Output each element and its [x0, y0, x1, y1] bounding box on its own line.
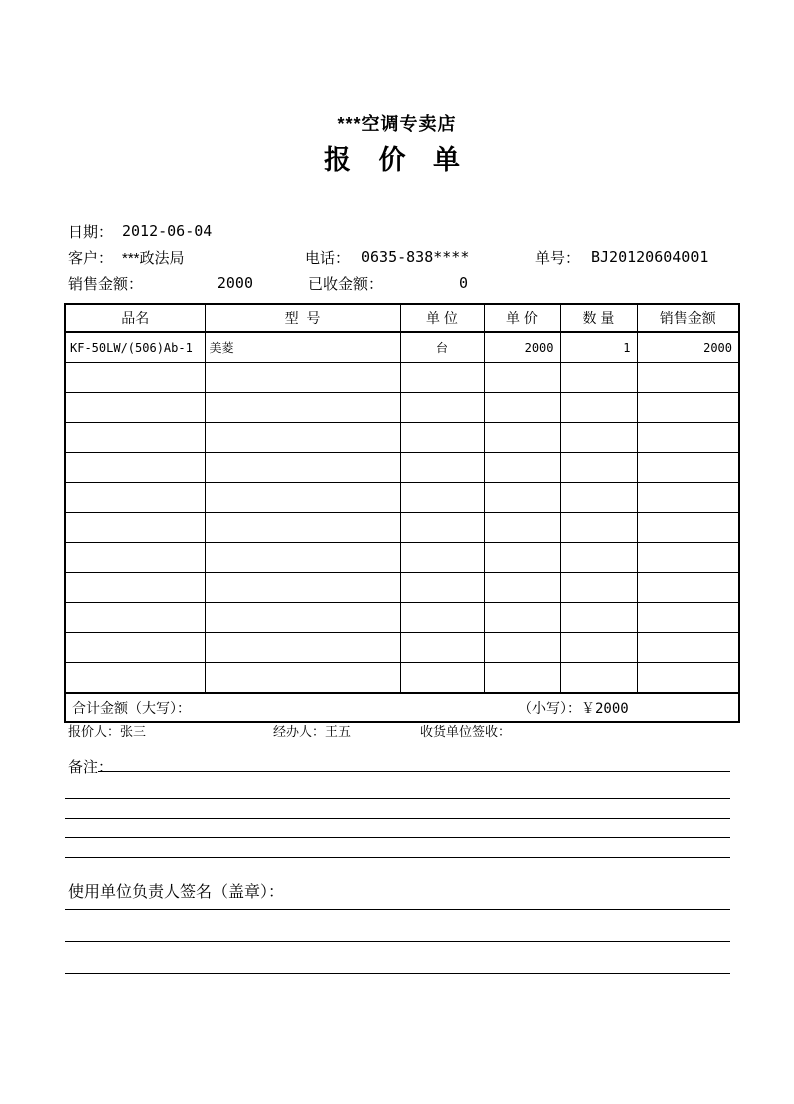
table-row-empty: [65, 663, 739, 694]
handler: [273, 721, 351, 740]
summary-row: [65, 693, 739, 722]
total-small-value: ￥2000: [581, 701, 629, 717]
receiver-label: 收货单位签收：: [420, 724, 512, 739]
quoter: [68, 721, 146, 740]
cell-model: 美菱: [205, 332, 400, 363]
col-header-price: 单 价: [484, 304, 560, 332]
quoter-label: 报价人：: [68, 724, 121, 739]
table-row-empty: [65, 363, 739, 393]
order-no-value: BJ20120604001: [591, 248, 709, 266]
table-row-empty: [65, 543, 739, 573]
doc-title: 报 价 单: [323, 145, 470, 175]
total-small-label: （小写）：: [518, 700, 581, 716]
notes-line: [65, 857, 730, 858]
col-header-model: 型 号: [205, 304, 400, 332]
table-row-empty: [65, 423, 739, 453]
table-row-empty: [65, 393, 739, 423]
notes-line: [65, 818, 730, 819]
table-row-empty: [65, 453, 739, 483]
cell-product: KF-50LW/(506)Ab-1: [65, 332, 205, 363]
sales-amount-label: 销售金额：: [68, 276, 144, 293]
quoter-value: 张三: [120, 724, 147, 739]
table-row-empty: [65, 603, 739, 633]
col-header-amount: 销售金额: [637, 304, 739, 332]
cell-amount: 2000: [637, 332, 739, 363]
signature-line: [65, 973, 730, 974]
signature-underline: [65, 909, 730, 910]
notes-label: 备注：: [68, 759, 114, 776]
cell-qty: 1: [560, 332, 637, 363]
col-header-unit: 单 位: [400, 304, 484, 332]
table-row-empty: [65, 483, 739, 513]
handler-value: 王五: [325, 724, 352, 739]
phone-label: 电话：: [305, 250, 351, 267]
items-table: [64, 303, 740, 723]
customer-value: ***政法局: [122, 250, 185, 267]
cell-unit: 台: [400, 332, 484, 363]
store-title: ***空调专卖店: [337, 114, 457, 134]
table-row: [65, 332, 739, 363]
handler-label: 经办人：: [273, 724, 326, 739]
order-no-label: 单号：: [535, 250, 581, 267]
notes-underline: [98, 771, 730, 772]
customer-label: 客户：: [68, 250, 114, 267]
date-label: 日期：: [68, 224, 114, 241]
sales-amount-value: 2000: [216, 274, 253, 292]
table-row-empty: [65, 633, 739, 663]
total-caps-label: 合计金额（大写）：: [72, 699, 191, 716]
table-header-row: [65, 304, 739, 332]
signature-label: 使用单位负责人签名（盖章）：: [68, 884, 285, 901]
received-amount-value: 0: [458, 274, 468, 292]
receiver: [420, 721, 511, 740]
col-header-product: 品名: [65, 304, 205, 332]
total-small: [518, 698, 629, 718]
notes-line: [65, 798, 730, 799]
signature-line: [65, 941, 730, 942]
phone-value: 0635-838****: [361, 248, 470, 266]
table-row-empty: [65, 573, 739, 603]
received-amount-label: 已收金额：: [308, 276, 384, 293]
notes-line: [65, 837, 730, 838]
summary-cell: [65, 693, 739, 722]
col-header-qty: 数 量: [560, 304, 637, 332]
date-value: 2012-06-04: [122, 222, 213, 240]
cell-price: 2000: [484, 332, 560, 363]
table-row-empty: [65, 513, 739, 543]
